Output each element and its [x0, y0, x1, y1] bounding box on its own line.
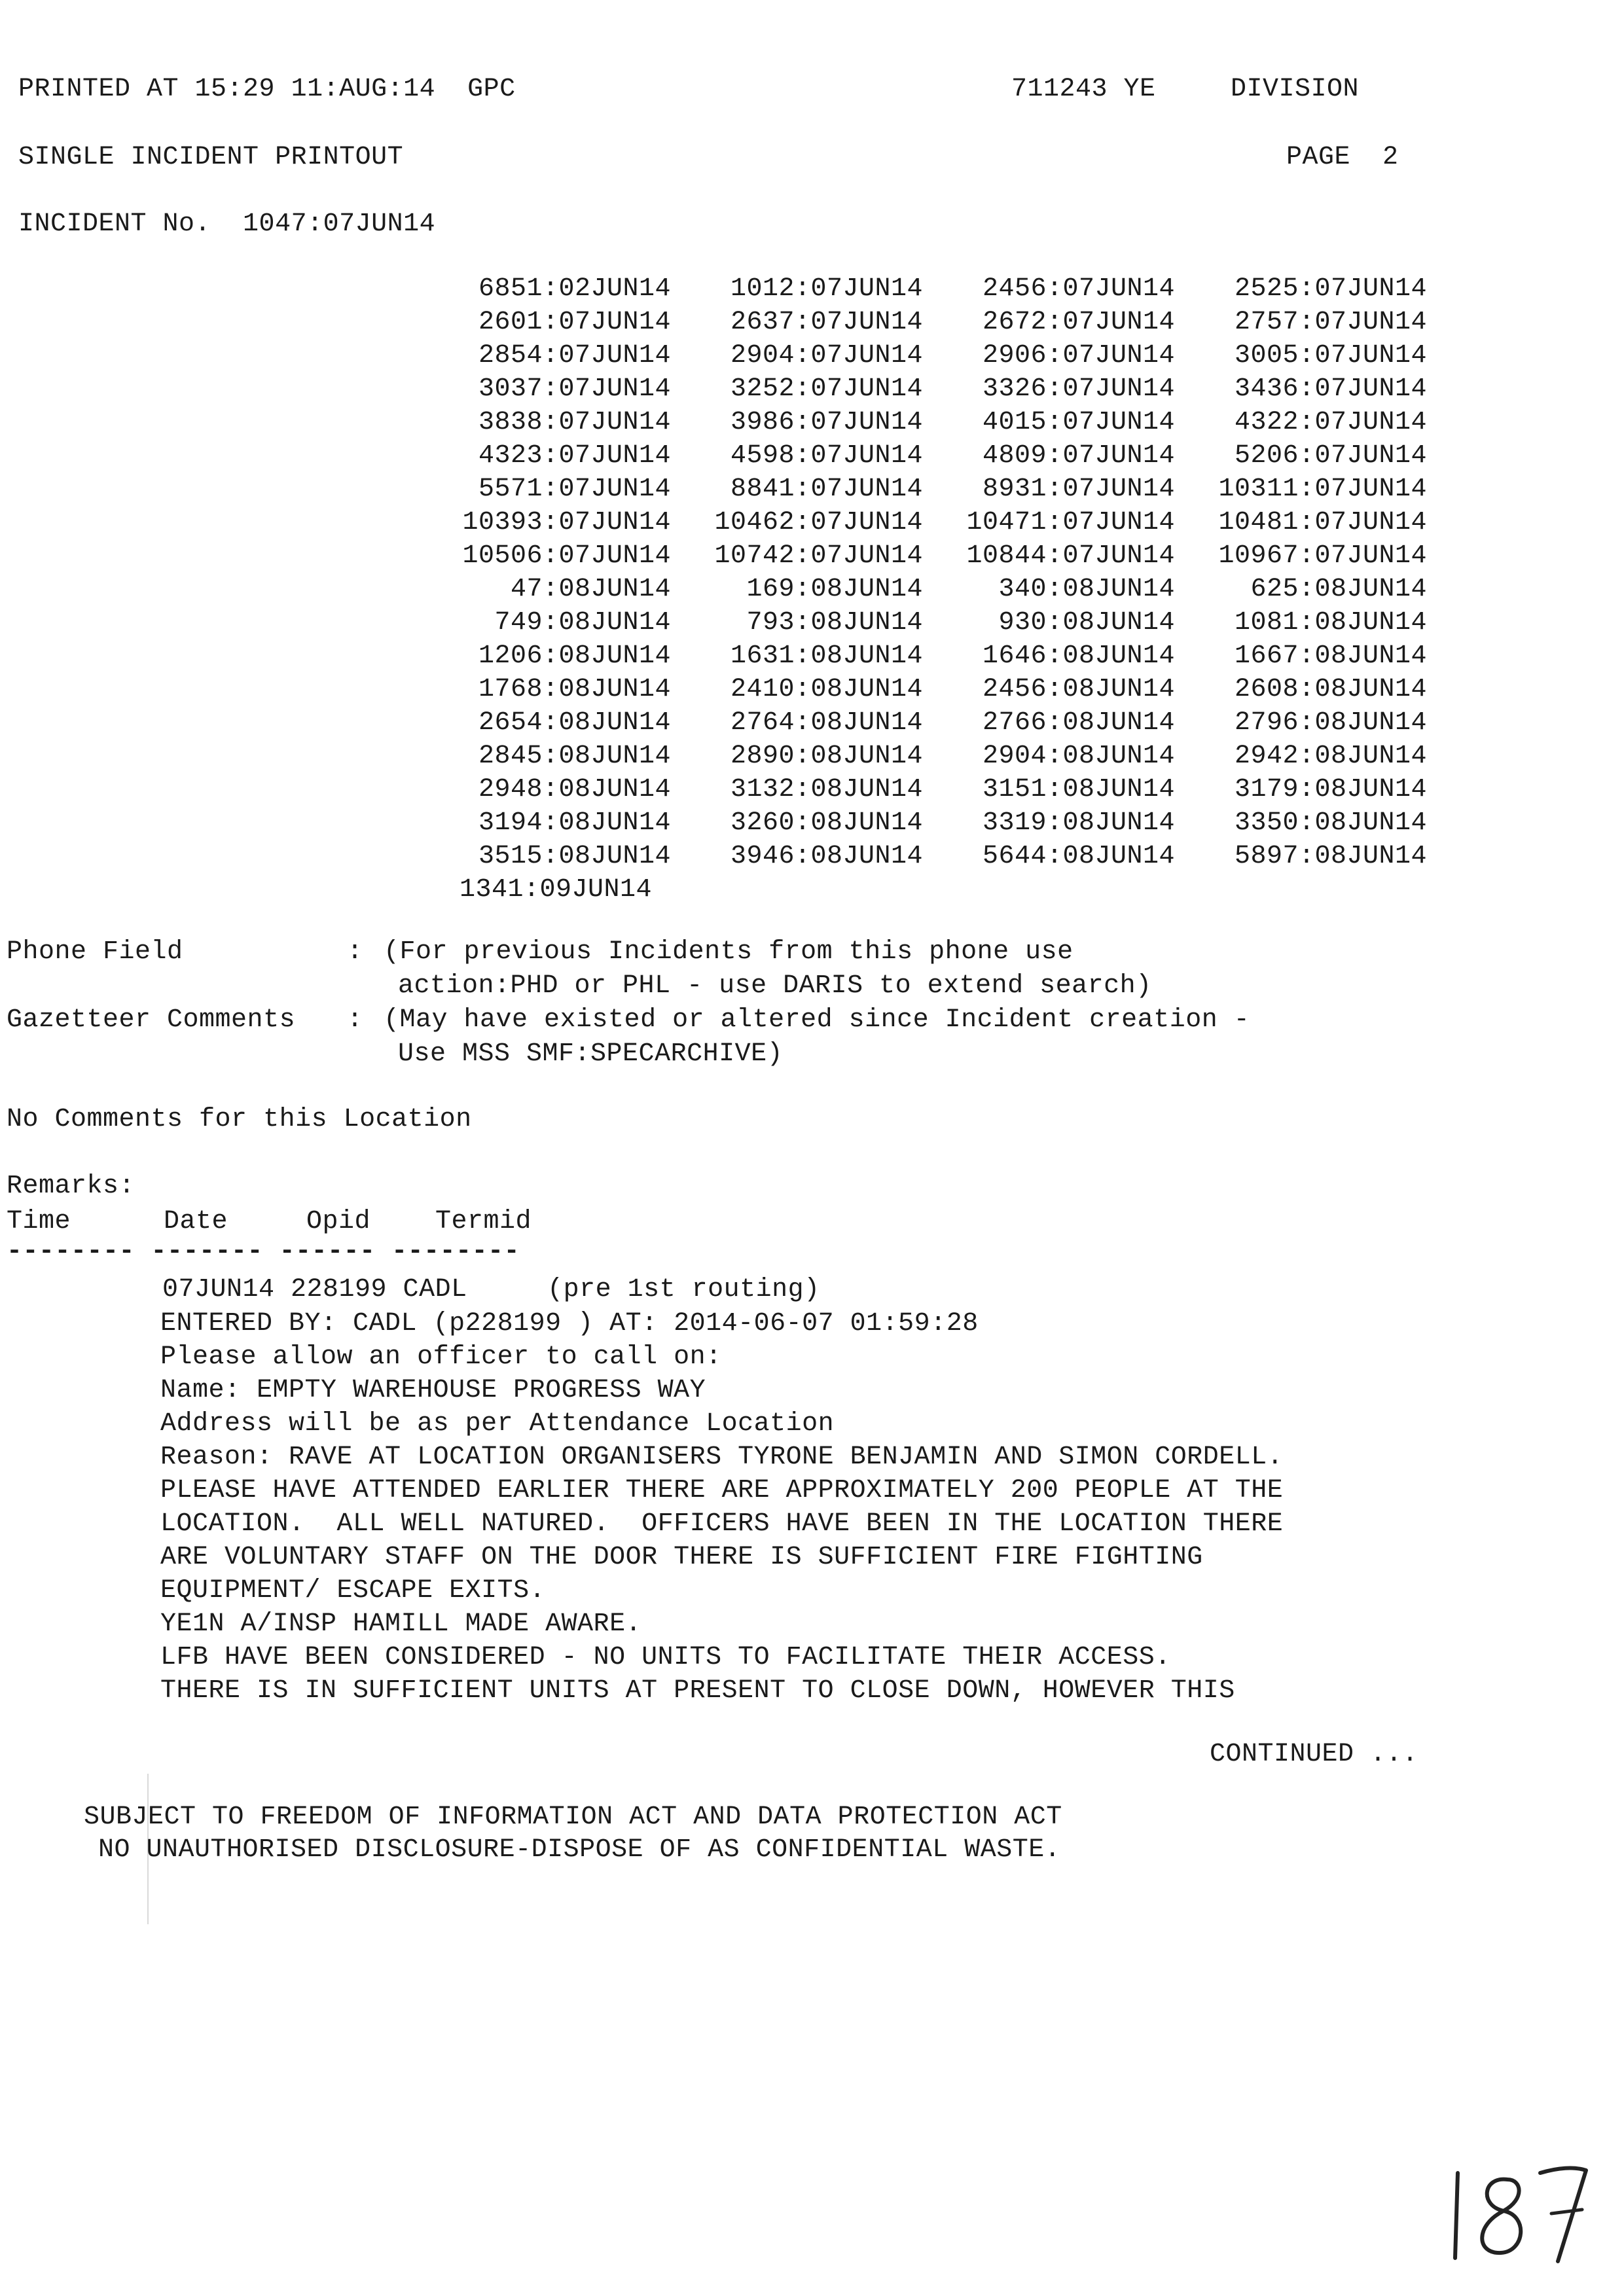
phone-field-label: Phone Field [7, 937, 183, 967]
linked-incident-ref: 3005:07JUN14 [1234, 341, 1427, 370]
remark-text-line: Name: EMPTY WAREHOUSE PROGRESS WAY [160, 1376, 706, 1405]
incident-grid-row [419, 873, 1440, 906]
incident-grid-row [419, 706, 1440, 740]
linked-incident-ref: 2766:08JUN14 [982, 708, 1175, 738]
linked-incident-ref: 3319:08JUN14 [982, 808, 1175, 838]
linked-incident-ref: 10471:07JUN14 [966, 508, 1175, 537]
linked-incident-ref: 2456:07JUN14 [982, 274, 1175, 304]
disclaimer-line-2: NO UNAUTHORISED DISCLOSURE-DISPOSE OF AS CONFIDENTIAL WASTE. [98, 1835, 1061, 1865]
linked-incident-ref: 1768:08JUN14 [478, 675, 671, 704]
linked-incident-ref: 930:08JUN14 [998, 608, 1175, 637]
linked-incident-ref: 4015:07JUN14 [982, 408, 1175, 437]
linked-incident-ref: 4809:07JUN14 [982, 441, 1175, 471]
linked-incident-ref [1175, 873, 1427, 906]
linked-incident-ref: 2764:08JUN14 [730, 708, 923, 738]
remarks-column-rule: -------- ------- ------ -------- [7, 1237, 520, 1266]
linked-incident-ref: 3132:08JUN14 [730, 775, 923, 804]
linked-incident-ref: 793:08JUN14 [746, 608, 923, 637]
remark-entry-body [160, 1307, 1470, 1708]
linked-incident-ref: 2608:08JUN14 [1234, 675, 1427, 704]
remark-text-line: Address will be as per Attendance Location [160, 1409, 835, 1439]
linked-incident-ref: 5571:07JUN14 [478, 475, 671, 504]
linked-incident-ref [671, 873, 923, 906]
linked-incident-ref: 2904:07JUN14 [730, 341, 923, 370]
incident-grid-row [419, 740, 1440, 773]
linked-incident-ref: 47:08JUN14 [510, 575, 671, 604]
linked-incident-ref: 2845:08JUN14 [478, 742, 671, 771]
linked-incident-ref [923, 873, 1175, 906]
linked-incident-ref: 2601:07JUN14 [478, 308, 671, 337]
remarks-column-opid: Opid [306, 1207, 371, 1236]
linked-incident-ref: 2654:08JUN14 [478, 708, 671, 738]
phone-field-colon: : [347, 937, 363, 967]
linked-incident-ref: 4598:07JUN14 [730, 441, 923, 471]
linked-incident-ref: 2456:08JUN14 [982, 675, 1175, 704]
linked-incident-ref: 3986:07JUN14 [730, 408, 923, 437]
linked-incident-ref: 6851:02JUN14 [478, 274, 671, 304]
linked-incident-ref: 5206:07JUN14 [1234, 441, 1427, 471]
remark-text-line: ENTERED BY: CADL (p228199 ) AT: 2014-06-07 01:59:28 [160, 1309, 979, 1338]
disclaimer-line-1: SUBJECT TO FREEDOM OF INFORMATION ACT AND DATA PROTECTION ACT [84, 1803, 1062, 1832]
linked-incident-ref: 1341:09JUN14 [460, 875, 653, 905]
linked-incident-ref: 340:08JUN14 [998, 575, 1175, 604]
incident-grid-row [419, 606, 1440, 639]
linked-incident-ref: 3515:08JUN14 [478, 842, 671, 871]
linked-incident-ref: 4322:07JUN14 [1234, 408, 1427, 437]
gazetteer-comments-label: Gazetteer Comments [7, 1005, 296, 1035]
linked-incident-ref: 10481:07JUN14 [1218, 508, 1427, 537]
linked-incident-ref: 2410:08JUN14 [730, 675, 923, 704]
incident-grid-row [419, 539, 1440, 573]
linked-incident-ref: 1667:08JUN14 [1234, 641, 1427, 671]
linked-incident-ref: 1081:08JUN14 [1234, 608, 1427, 637]
linked-incident-ref: 1206:08JUN14 [478, 641, 671, 671]
phone-field-note-line1: (For previous Incidents from this phone use [384, 937, 1074, 967]
remark-text-line: Please allow an officer to call on: [160, 1342, 722, 1372]
incident-grid-row [419, 506, 1440, 539]
linked-incident-ref: 10506:07JUN14 [462, 541, 671, 571]
remarks-label: Remarks: [7, 1172, 135, 1201]
linked-incident-ref: 10393:07JUN14 [462, 508, 671, 537]
continued-marker: CONTINUED ... [1210, 1740, 1418, 1769]
linked-incident-ref: 3326:07JUN14 [982, 374, 1175, 404]
linked-incident-ref: 8931:07JUN14 [982, 475, 1175, 504]
incident-grid-row [419, 639, 1440, 673]
linked-incident-ref: 2796:08JUN14 [1234, 708, 1427, 738]
linked-incident-ref: 2757:07JUN14 [1234, 308, 1427, 337]
linked-incident-ref: 10844:07JUN14 [966, 541, 1175, 571]
remark-text-line: PLEASE HAVE ATTENDED EARLIER THERE ARE APPROXIMATELY 200 PEOPLE AT THE [160, 1476, 1284, 1505]
incident-number: INCIDENT No. 1047:07JUN14 [18, 209, 436, 239]
incident-grid-row [419, 573, 1440, 606]
linked-incident-ref: 3252:07JUN14 [730, 374, 923, 404]
incident-grid-row [419, 806, 1440, 840]
linked-incident-ref: 2854:07JUN14 [478, 341, 671, 370]
linked-incident-ref: 1646:08JUN14 [982, 641, 1175, 671]
incident-grid-row [419, 306, 1440, 339]
linked-incident-ref: 2672:07JUN14 [982, 308, 1175, 337]
reference-number: 711243 YE [1011, 75, 1156, 104]
linked-incident-ref: 3260:08JUN14 [730, 808, 923, 838]
gazetteer-note-line1: (May have existed or altered since Incident creation - [384, 1005, 1250, 1035]
linked-incidents-grid [419, 272, 1440, 906]
document-title: SINGLE INCIDENT PRINTOUT [18, 143, 404, 172]
linked-incident-ref: 3436:07JUN14 [1234, 374, 1427, 404]
handwritten-page-number [1443, 2153, 1594, 2265]
incident-grid-row [419, 439, 1440, 473]
remark-text-line: Reason: RAVE AT LOCATION ORGANISERS TYRONE BENJAMIN AND SIMON CORDELL. [160, 1443, 1284, 1472]
incident-grid-row [419, 840, 1440, 873]
linked-incident-ref: 2890:08JUN14 [730, 742, 923, 771]
remarks-column-time: Time [7, 1207, 71, 1236]
linked-incident-ref: 2525:07JUN14 [1234, 274, 1427, 304]
linked-incident-ref: 3037:07JUN14 [478, 374, 671, 404]
gazetteer-note-line2: Use MSS SMF:SPECARCHIVE) [398, 1039, 784, 1069]
linked-incident-ref: 5897:08JUN14 [1234, 842, 1427, 871]
linked-incident-ref: 3151:08JUN14 [982, 775, 1175, 804]
phone-field-note-line2: action:PHD or PHL - use DARIS to extend search) [398, 971, 1152, 1001]
linked-incident-ref: 3179:08JUN14 [1234, 775, 1427, 804]
remark-text-line: LFB HAVE BEEN CONSIDERED - NO UNITS TO FACILITATE THEIR ACCESS. [160, 1643, 1171, 1672]
incident-grid-row [419, 673, 1440, 706]
remark-text-line: THERE IS IN SUFFICIENT UNITS AT PRESENT TO CLOSE DOWN, HOWEVER THIS [160, 1676, 1235, 1706]
remark-text-line: EQUIPMENT/ ESCAPE EXITS. [160, 1576, 546, 1605]
incident-grid-row [419, 406, 1440, 439]
incident-grid-row [419, 773, 1440, 806]
incident-grid-row [419, 372, 1440, 406]
linked-incident-ref: 8841:07JUN14 [730, 475, 923, 504]
linked-incident-ref: 2948:08JUN14 [478, 775, 671, 804]
remark-entry-header: 07JUN14 228199 CADL (pre 1st routing) [162, 1275, 820, 1304]
gazetteer-comments-colon: : [347, 1005, 363, 1035]
incident-grid-row [419, 272, 1440, 306]
linked-incident-ref: 10462:07JUN14 [714, 508, 923, 537]
linked-incident-ref: 2904:08JUN14 [982, 742, 1175, 771]
page-number: PAGE 2 [1286, 143, 1399, 172]
linked-incident-ref: 1012:07JUN14 [730, 274, 923, 304]
linked-incident-ref: 2906:07JUN14 [982, 341, 1175, 370]
remark-text-line: YE1N A/INSP HAMILL MADE AWARE. [160, 1609, 642, 1639]
remarks-column-date: Date [164, 1207, 228, 1236]
division-label: DIVISION [1231, 75, 1360, 104]
linked-incident-ref: 749:08JUN14 [494, 608, 671, 637]
remarks-column-termid: Termid [435, 1207, 532, 1236]
linked-incident-ref: 2637:07JUN14 [730, 308, 923, 337]
linked-incident-ref: 3350:08JUN14 [1234, 808, 1427, 838]
linked-incident-ref: 4323:07JUN14 [478, 441, 671, 471]
linked-incident-ref: 1631:08JUN14 [730, 641, 923, 671]
linked-incident-ref: 3946:08JUN14 [730, 842, 923, 871]
linked-incident-ref: 169:08JUN14 [746, 575, 923, 604]
linked-incident-ref: 5644:08JUN14 [982, 842, 1175, 871]
linked-incident-ref: 10311:07JUN14 [1218, 475, 1427, 504]
incident-grid-row [419, 339, 1440, 372]
linked-incident-ref: 10967:07JUN14 [1218, 541, 1427, 571]
linked-incident-ref: 2942:08JUN14 [1234, 742, 1427, 771]
no-comments-note: No Comments for this Location [7, 1105, 472, 1134]
printed-at: PRINTED AT 15:29 11:AUG:14 GPC [18, 75, 516, 104]
linked-incident-ref: 625:08JUN14 [1250, 575, 1427, 604]
linked-incident-ref: 10742:07JUN14 [714, 541, 923, 571]
remark-text-line: ARE VOLUNTARY STAFF ON THE DOOR THERE IS SUFFICIENT FIRE FIGHTING [160, 1543, 1203, 1572]
incident-grid-row [419, 473, 1440, 506]
linked-incident-ref: 3838:07JUN14 [478, 408, 671, 437]
remark-text-line: LOCATION. ALL WELL NATURED. OFFICERS HAVE BEEN IN THE LOCATION THERE [160, 1509, 1284, 1539]
linked-incident-ref: 3194:08JUN14 [478, 808, 671, 838]
